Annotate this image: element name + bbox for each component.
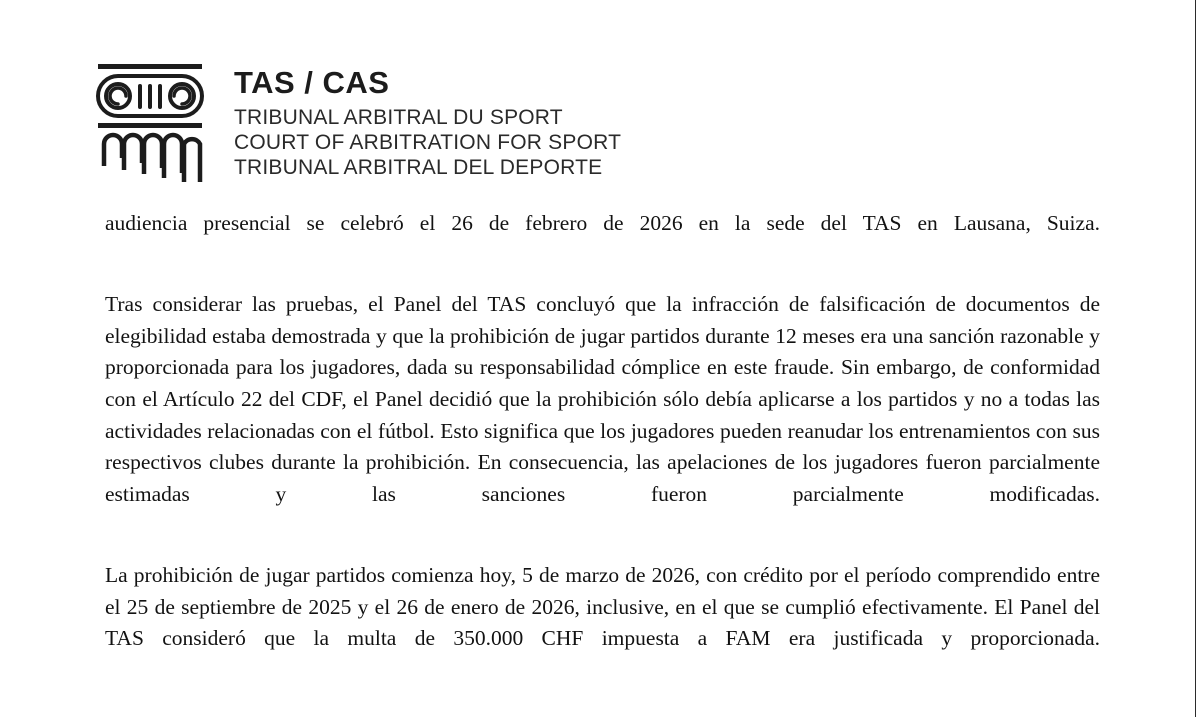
organization-name-es: TRIBUNAL ARBITRAL DEL DEPORTE — [234, 156, 603, 179]
paragraph-sanction-period: La prohibición de jugar partidos comienza hoy, 5 de marzo de 2026, con crédito por el período comprendido entre el 25 de septiembre de 2025 y el 26 de enero de 2026, inclusive, en el que se cumplió efectivamente. El Panel del TAS consideró que la multa de 350.000 CHF impuesta a FAM era justificada y proporcionada. — [105, 562, 1100, 651]
paragraph-hearing-venue: audiencia presencial se celebró el 26 de febrero de 2026 en la sede del TAS en Lausana, Suiza. — [105, 211, 1100, 235]
paragraph-panel-findings: Tras considerar las pruebas, el Panel del TAS concluyó que la infracción de falsificación de documentos de elegibilidad estaba demostrada y que la prohibición de jugar partidos durante 12 meses era una sanción razonable y proporcionada para los jugadores, dada su responsabilidad cómplice en este fraude. Sin embargo, de conformidad con el Artículo 22 del CDF, el Panel decidió que la prohibición sólo debía aplicarse a los partidos y no a todas las actividades relacionadas con el fútbol. Esto significa que los jugadores pueden reanudar los entrenamientos con sus respectivos clubes durante la prohibición. En consecuencia, las apelaciones de los jugadores fueron parcialmente estimadas y las sanciones fueron parcialmente modificadas. — [105, 292, 1100, 506]
letterhead — [96, 62, 621, 186]
letterhead-text — [234, 62, 621, 180]
document-body — [105, 208, 1100, 686]
page-edge-rule — [1195, 0, 1196, 717]
organization-name-en: COURT OF ARBITRATION FOR SPORT — [234, 131, 622, 154]
organization-name-fr: TRIBUNAL ARBITRAL DU SPORT — [234, 106, 563, 129]
organization-abbreviation: TAS / CAS — [234, 65, 390, 100]
ionic-column-capital-icon — [96, 62, 204, 186]
